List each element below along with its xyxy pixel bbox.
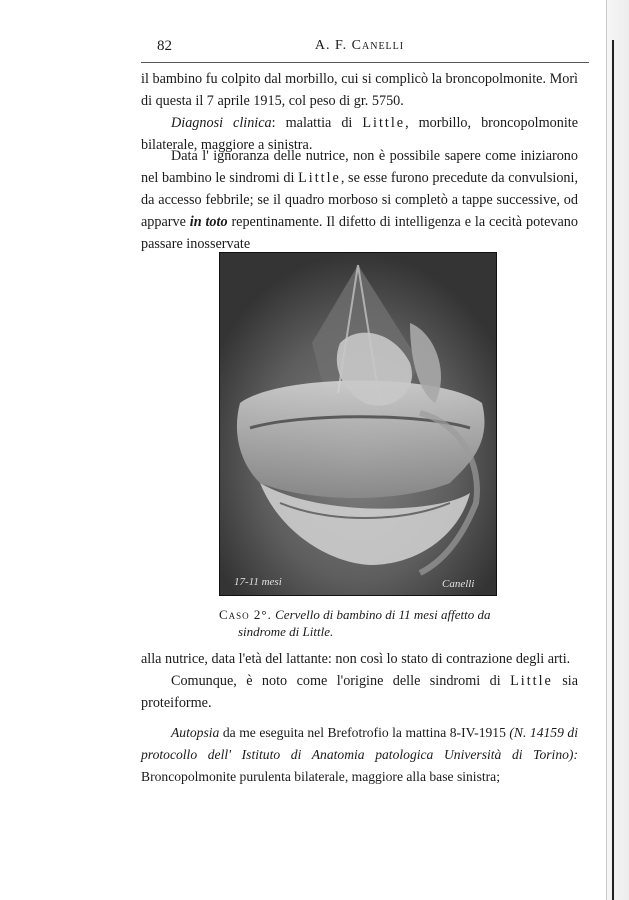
caption-line-1: Cervello di bambino di 11 mesi affetto da: [275, 607, 491, 622]
little-name: Little: [298, 170, 341, 186]
data-text-post: repentinamente. Il difetto di intelligenza e la cecità potevano passare inosservate: [141, 214, 578, 252]
autopsy-text-pre: da me eseguita nel Brefotrofio la mattina 8-IV-1915: [219, 725, 510, 740]
diagnosis-label: Diagnosi clinica: [171, 115, 272, 131]
caption-line-2: sindrome di Little.: [238, 624, 334, 639]
data-paragraph: [141, 145, 578, 255]
autopsy-paragraph: [141, 722, 578, 788]
page-number: 82: [157, 38, 172, 54]
figure-signature-left: 17-11 mesi: [234, 576, 282, 588]
figure-signature-right: Canelli: [442, 578, 475, 590]
page-edge: [606, 0, 629, 900]
diagnosis-text-post: , morbillo, broncopolmonite bilaterale, maggiore a sinistra.: [141, 115, 579, 153]
brain-photo-svg: [220, 253, 496, 595]
comunque-post: sia proteiforme.: [141, 673, 578, 711]
continuation-paragraph: [141, 648, 578, 714]
header-rule: [141, 62, 589, 63]
running-title: A. F. Canelli: [314, 38, 405, 53]
page-header: [141, 38, 578, 58]
caption-label: Caso 2°.: [219, 607, 272, 622]
data-text-mid: , se esse furono precedute da convulsioni, da accesso febbrile; se il quadro morboso si completò a tappe successive, od apparve: [141, 170, 578, 230]
data-text-pre: Data l' ignoranza delle nutrice, non è possibile sapere come iniziarono nel bambino le sindromi di: [141, 148, 578, 186]
case-line-2: Morì di questa il 7 aprile 1915, col peso di gr. 5750.: [141, 71, 578, 109]
little-name: Little: [362, 115, 406, 131]
in-toto: in toto: [189, 214, 228, 230]
autopsy-label: Autopsia: [171, 725, 220, 740]
figure-caption: [219, 606, 519, 640]
diagnosis-text-pre: : malattia di: [271, 115, 363, 131]
case-line-1: il bambino fu colpito dal morbillo, cui si complicò la broncopolmonite.: [141, 71, 546, 87]
page-edge-line: [612, 40, 614, 900]
autopsy-reference: (N. 14159 di protocollo dell' Istituto di Anatomia patologica Università di Torino):: [141, 725, 578, 762]
little-name: Little: [510, 673, 553, 689]
case-paragraph: [141, 68, 578, 156]
brain-photograph: [219, 252, 497, 596]
cont-line-1: alla nutrice, data l'età del lattante: non così lo stato di contrazione degli arti.: [141, 651, 571, 667]
autopsy-text-post: Broncopolmonite purulenta bilaterale, maggiore alla base sinistra;: [141, 769, 500, 784]
comunque-pre: Comunque, è noto come l'origine delle sindromi di: [171, 673, 511, 689]
